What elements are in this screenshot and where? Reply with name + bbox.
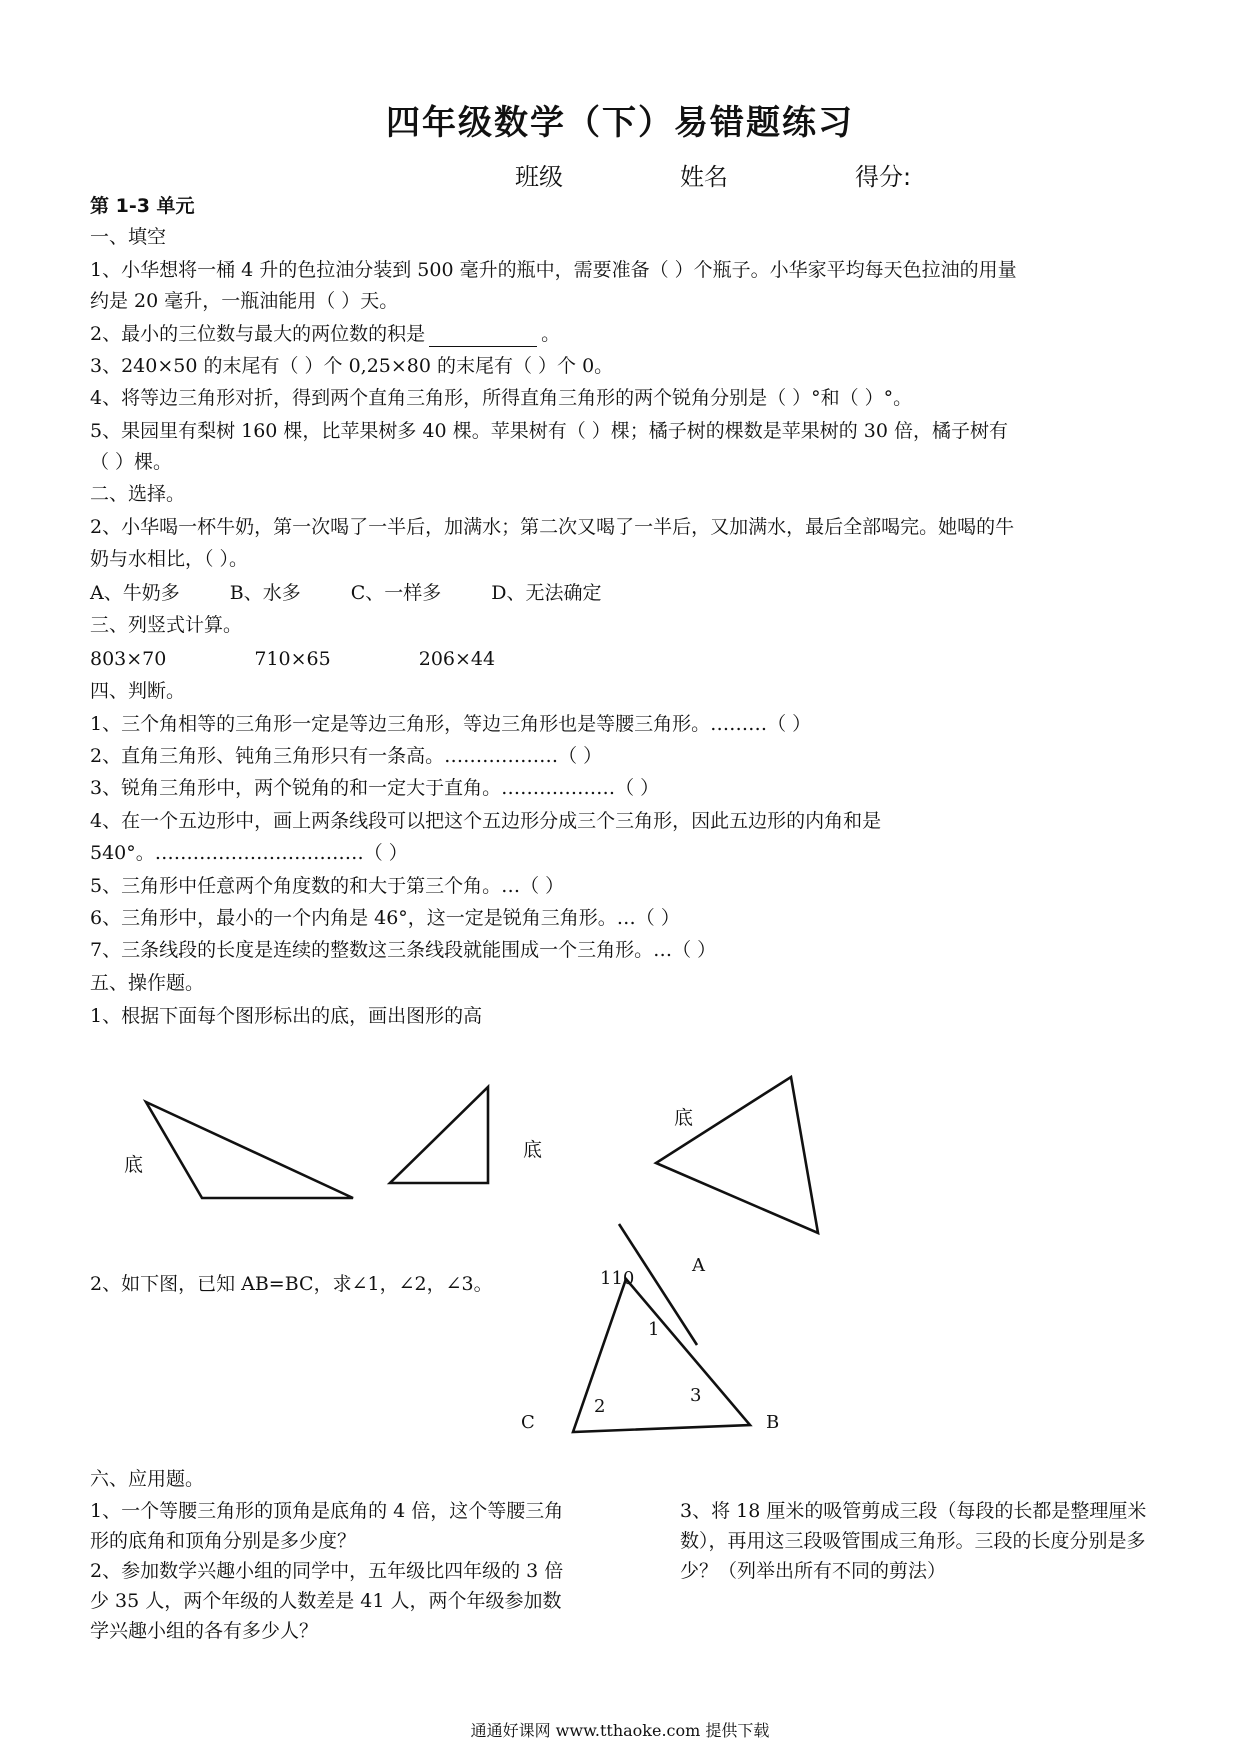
fill-q2-end: 。 <box>541 323 561 345</box>
section-calc-heading: 三、列竖式计算。 <box>90 614 243 636</box>
score-label: 得分: <box>855 163 912 191</box>
operate-q1: 1、根据下面每个图形标出的底，画出图形的高 <box>90 1005 483 1027</box>
fill-q4: 4、将等边三角形对折，得到两个直角三角形，所得直角三角形的两个锐角分别是（ ）°和（ ）°。 <box>90 387 913 409</box>
option-a: A、牛奶多 <box>90 582 180 604</box>
section-operate-heading: 五、操作题。 <box>90 972 205 994</box>
fill-q3: 3、240×50 的末尾有（ ）个 0,25×80 的末尾有（ ）个 0。 <box>90 355 614 377</box>
calc-item: 803×70 <box>90 648 167 670</box>
option-d: D、无法确定 <box>491 582 602 604</box>
apply-q1: 1、一个等腰三角形的顶角是底角的 4 倍，这个等腰三角形的底角和顶角分别是多少度？ <box>90 1500 564 1552</box>
choice-q2-line2: 奶与水相比，（ ）。 <box>90 548 249 570</box>
judge-q5: 5、三角形中任意两个角度数的和大于第三个角。…（ ） <box>90 875 565 897</box>
fill-q5-line1: 5、果园里有梨树 160 棵，比苹果树多 40 棵。苹果树有（ ）棵；橘子树的棵数是苹果树的 30 倍，橘子树有 <box>90 420 1008 442</box>
judge-q4-line1: 4、在一个五边形中，画上两条线段可以把这个五边形分成三个三角形，因此五边形的内角和是 <box>90 810 882 832</box>
unit-heading: 第 1-3 单元 <box>90 195 195 217</box>
triangle-acute <box>656 1077 818 1233</box>
option-c: C、一样多 <box>350 582 442 604</box>
judge-q4-line2: 540°。……………………………（ ） <box>90 842 408 864</box>
fill-q1-line2: 约是 20 毫升，一瓶油能用（ ）天。 <box>90 290 399 312</box>
fill-q5-line2: （ ）棵。 <box>90 451 173 473</box>
base-label-2: 底 <box>523 1139 543 1161</box>
fill-q2-text: 2、最小的三位数与最大的两位数的积是 <box>90 323 426 345</box>
footer-credit: 通通好课网 www.tthaoke.com 提供下载 <box>470 1721 770 1740</box>
calc-item: 710×65 <box>254 648 331 670</box>
section-fill-heading: 一、填空 <box>90 226 167 248</box>
option-b: B、水多 <box>229 582 301 604</box>
section-apply-heading: 六、应用题。 <box>90 1468 205 1490</box>
apply-q3: 3、将 18 厘米的吸管剪成三段（每段的长都是整理厘米数），再用这三段吸管围成三角形。三段的长度分别是多少？（列举出所有不同的剪法） <box>680 1500 1147 1582</box>
angle-110-label: 110 <box>600 1268 635 1289</box>
base-label-3: 底 <box>674 1107 694 1129</box>
judge-q6: 6、三角形中，最小的一个内角是 46°，这一定是锐角三角形。…（ ） <box>90 907 680 929</box>
judge-q1: 1、三个角相等的三角形一定是等边三角形，等边三角形也是等腰三角形。………（ ） <box>90 713 812 735</box>
angle-1-label: 1 <box>648 1319 660 1340</box>
calc-item: 206×44 <box>418 648 496 670</box>
angle-3-label: 3 <box>690 1385 702 1406</box>
class-label: 班级 <box>515 163 563 191</box>
judge-q2: 2、直角三角形、钝角三角形只有一条高。………………（ ） <box>90 745 603 767</box>
vertex-c-label: C <box>521 1412 535 1433</box>
name-label: 姓名 <box>680 163 728 191</box>
operate-q2: 2、如下图，已知 AB=BC，求∠1，∠2，∠3。 <box>90 1273 493 1295</box>
section-judge-heading: 四、判断。 <box>90 680 186 702</box>
angle-2-label: 2 <box>594 1396 606 1417</box>
apply-q2: 2、参加数学兴趣小组的同学中，五年级比四年级的 3 倍少 35 人，两个年级的人数差是 41 人，两个年级参加数学兴趣小组的各有多少人？ <box>90 1560 564 1642</box>
triangle-right <box>390 1087 488 1183</box>
choice-q2-line1: 2、小华喝一杯牛奶，第一次喝了一半后，加满水；第二次又喝了一半后，又加满水，最后全部喝完。她喝的牛 <box>90 516 1015 538</box>
judge-q3: 3、锐角三角形中，两个锐角的和一定大于直角。………………（ ） <box>90 777 660 799</box>
triangle-obtuse <box>146 1102 353 1198</box>
section-choice-heading: 二、选择。 <box>90 483 186 505</box>
page-title: 四年级数学（下）易错题练习 <box>386 103 854 143</box>
vertex-b-label: B <box>766 1412 780 1433</box>
base-label-1: 底 <box>124 1154 144 1176</box>
judge-q7: 7、三条线段的长度是连续的整数这三条线段就能围成一个三角形。…（ ） <box>90 939 717 961</box>
vertex-a-label: A <box>692 1255 705 1276</box>
fill-q1-line1: 1、小华想将一桶 4 升的色拉油分装到 500 毫升的瓶中，需要准备（ ）个瓶子。小华家平均每天色拉油的用量 <box>90 259 1017 281</box>
